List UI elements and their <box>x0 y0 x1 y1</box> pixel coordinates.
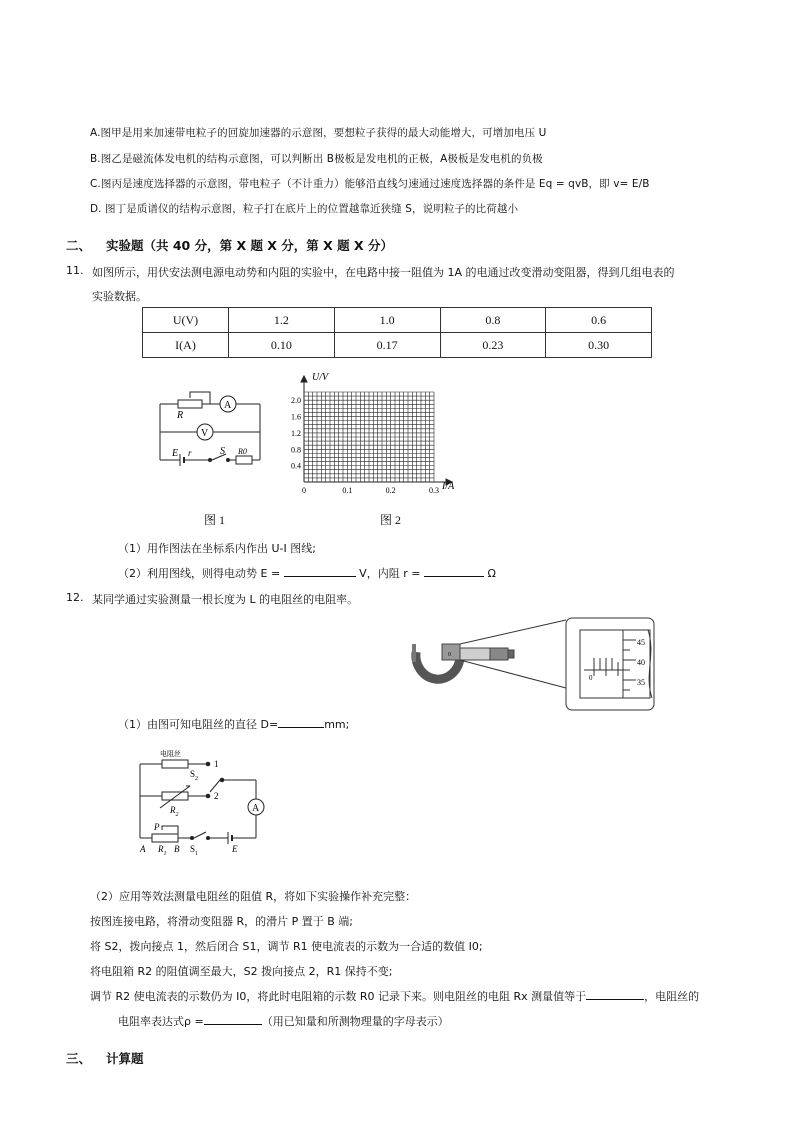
q12-step-5 <box>118 1013 449 1029</box>
q12-step-5-text-b: （用已知量和所测物理量的字母表示） <box>261 1015 449 1028</box>
circuit-label-a: A <box>140 844 146 854</box>
fig1-label-r0: R0 <box>238 447 247 456</box>
circuit-label-wire: 电阻丝 <box>160 750 181 758</box>
q12-sub-2: （2）应用等效法测量电阻丝的阻值 R，将如下实验操作补充完整： <box>90 890 417 903</box>
internal-resistance-blank[interactable] <box>424 565 484 577</box>
table-cell: 0.6 <box>546 308 652 333</box>
option-b: B.图乙是磁流体发电机的结构示意图，可以判断出 B极板是发电机的正极，A极板是发电机的负极 <box>90 153 543 165</box>
y-axis-arrow <box>301 376 307 382</box>
q12-step-5-text: 电阻率表达式ρ = <box>118 1015 204 1028</box>
circuit-label-s1 <box>190 844 198 856</box>
section-3-number: 三、 <box>66 1051 92 1066</box>
x-tick-label: 0.3 <box>429 486 439 495</box>
q11-number: 11. <box>66 264 84 277</box>
q11-sub-2-text: （2）利用图线，则得电动势 E = <box>118 567 281 580</box>
emf-blank[interactable] <box>284 565 356 577</box>
micrometer-40: 40 <box>637 658 645 667</box>
fig1-label-ammeter: A <box>224 400 232 411</box>
q12-sub-1 <box>118 716 349 732</box>
s2-sub: 2 <box>195 776 199 782</box>
section-2-title: 实验题（共 40 分，第 X 题 X 分，第 X 题 X 分） <box>106 238 393 253</box>
rx-blank[interactable] <box>586 988 644 1000</box>
s2-letter: S <box>190 769 196 779</box>
table-header-i: I(A) <box>143 333 229 358</box>
q12-sub-1-text: （1）由图可知电阻丝的直径 D= <box>118 718 279 731</box>
circuit-label-1: 1 <box>214 759 219 769</box>
table-cell: 1.0 <box>334 308 440 333</box>
circuit-label-r2 <box>169 805 179 818</box>
q12-step-3: 将电阻箱 R2 的阻值调至最大，S2 拨向接点 2，R1 保持不变; <box>90 965 393 978</box>
q12-number: 12. <box>66 591 84 604</box>
micrometer-figure <box>408 614 660 714</box>
diameter-blank[interactable] <box>278 716 324 728</box>
fig1-label-voltmeter: V <box>201 428 209 439</box>
figure-1-circuit <box>150 380 270 470</box>
q11-sub-1: （1）用作图法在坐标系内作出 U-I 图线; <box>118 542 316 555</box>
q12-step-4-text: 调节 R2 使电流表的示数仍为 I0，将此时电阻箱的示数 R0 记录下来。则电阻丝的电阻 Rx 测量值等于 <box>90 990 587 1003</box>
micrometer-35: 35 <box>637 678 645 687</box>
s1-sub: 1 <box>195 851 199 856</box>
q11-data-table <box>142 307 652 358</box>
q12-step-1: 按图连接电路，将滑动变阻器 R，的滑片 P 置于 B 端; <box>90 915 354 928</box>
table-cell: 0.23 <box>440 333 546 358</box>
q12-step-4-text-b: ，电阻丝的 <box>644 990 700 1003</box>
s1-letter: S <box>190 844 196 854</box>
circuit-label-e: E <box>232 844 238 854</box>
resistivity-blank[interactable] <box>204 1013 262 1025</box>
table-header-u: U(V) <box>143 308 229 333</box>
x-tick-label: 0.1 <box>342 486 353 495</box>
y-tick-label: 2.0 <box>291 396 301 406</box>
r1-sub: 1 <box>163 851 167 856</box>
table-row <box>143 308 652 333</box>
figure-2-caption: 图 2 <box>380 513 402 527</box>
option-d: D. 图丁是质谱仪的结构示意图，粒子打在底片上的位置越靠近狭缝 S，说明粒子的比荷越小 <box>90 203 519 215</box>
option-c: C.图丙是速度选择器的示意图，带电粒子（不计重力）能够沿直线匀速通过速度选择器的条件是 Eq = qvB，即 v= E/B <box>90 178 650 190</box>
circuit-label-p: P <box>154 822 160 832</box>
section-2-number: 二、 <box>66 238 92 253</box>
option-a: A.图甲是用来加速带电粒子的回旋加速器的示意图，要想粒子获得的最大动能增大，可增加电压 U <box>90 127 547 139</box>
fig1-label-s: S <box>220 446 225 457</box>
q11-sub-2 <box>118 565 496 581</box>
circuit-label-s2 <box>190 769 198 782</box>
micrometer-zero-mark: 0 <box>448 652 451 658</box>
circuit-ammeter: A <box>252 803 260 814</box>
table-cell: 0.10 <box>229 333 335 358</box>
r2-sub: 2 <box>175 812 179 818</box>
micrometer-zero: 0 <box>589 674 593 682</box>
x-tick-label: 0 <box>302 486 306 495</box>
fig1-label-r-internal: r <box>188 448 192 458</box>
circuit-label-r1 <box>157 844 167 856</box>
table-cell: 0.30 <box>546 333 652 358</box>
table-row <box>143 333 652 358</box>
table-cell: 0.17 <box>334 333 440 358</box>
y-tick-label: 1.6 <box>291 412 301 422</box>
r2-letter: R <box>170 805 176 815</box>
q11-sub-2-text-b: V，内阻 r = <box>359 567 421 580</box>
micrometer-45: 45 <box>637 638 645 647</box>
q12-step-2: 将 S2，拨向接点 1，然后闭合 S1，调节 R1 使电流表的示数为一合适的数值 I0; <box>90 940 483 953</box>
q11-text: 如图所示，用伏安法测电源电动势和内阻的实验中，在电路中接一阻值为 1A 的电通过改变滑动变阻器，得到几组电表的 <box>92 266 675 279</box>
table-cell: 0.8 <box>440 308 546 333</box>
q12-circuit <box>132 746 272 856</box>
fig1-label-e: E <box>172 448 179 459</box>
fig2-x-axis-label: I/A <box>442 481 455 492</box>
fig1-label-r: R <box>177 410 184 421</box>
figure-2-chart <box>282 368 462 500</box>
q12-text: 某同学通过实验测量一根长度为 L 的电阻丝的电阻率。 <box>92 593 359 606</box>
section-3-title: 计算题 <box>106 1051 144 1066</box>
q12-sub-1-unit: mm; <box>324 718 350 731</box>
fig2-y-axis-label: U/V <box>312 372 329 383</box>
y-tick-label: 0.8 <box>291 445 301 455</box>
q11-sub-2-unit: Ω <box>487 567 496 580</box>
circuit-label-b: B <box>174 844 180 854</box>
x-tick-label: 0.2 <box>385 486 396 495</box>
y-tick-label: 0.4 <box>291 461 301 471</box>
circuit-label-2: 2 <box>214 791 219 801</box>
r1-letter: R <box>158 844 164 854</box>
y-tick-label: 1.2 <box>291 428 301 438</box>
q12-step-4 <box>90 988 699 1004</box>
table-cell: 1.2 <box>229 308 335 333</box>
figure-1-caption: 图 1 <box>204 513 226 527</box>
q11-text-2: 实验数据。 <box>92 290 147 303</box>
